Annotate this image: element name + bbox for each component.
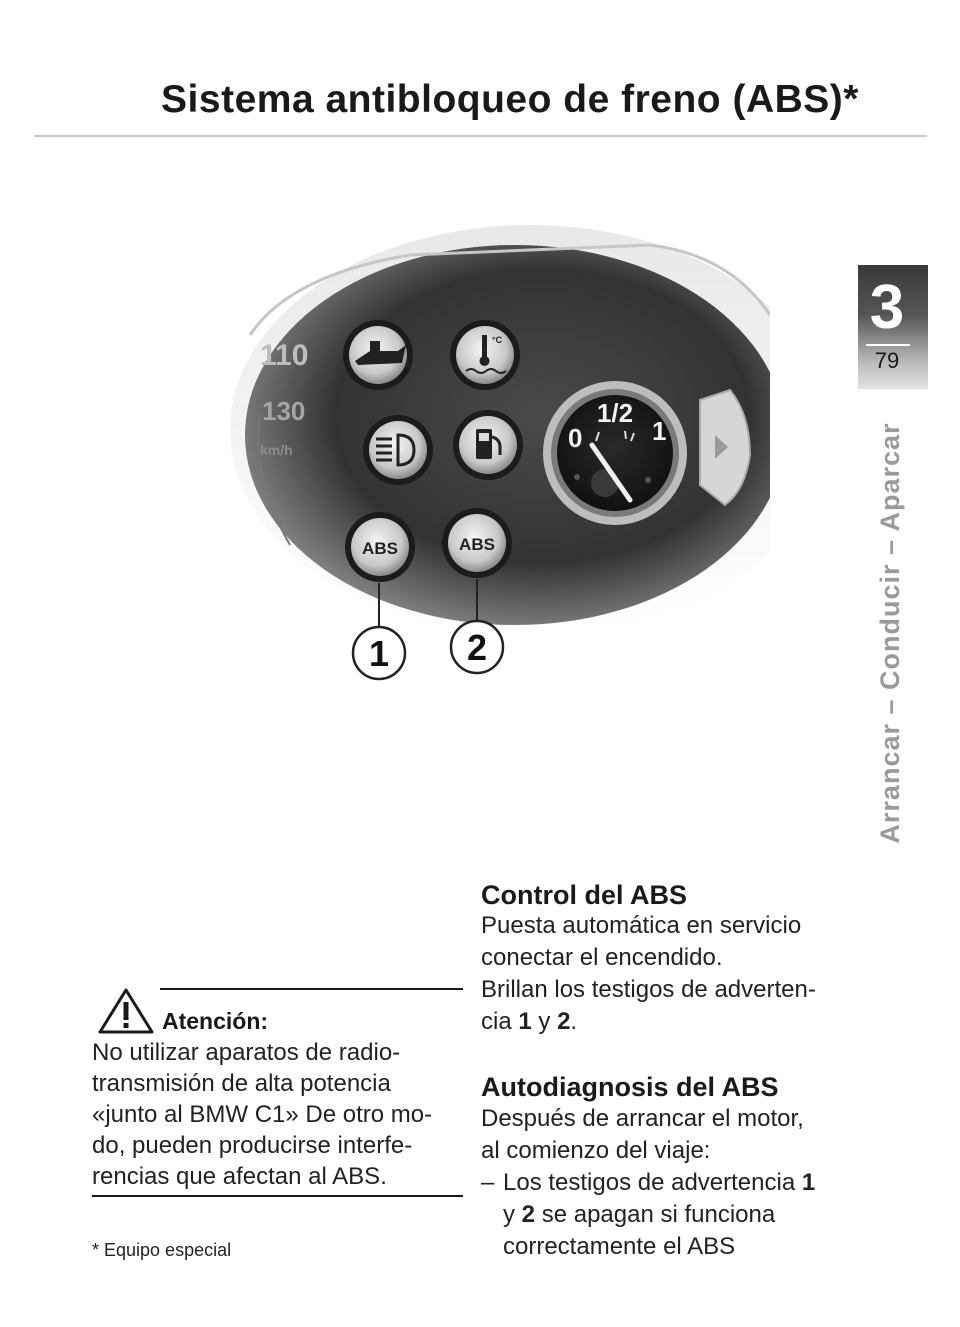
abs-lamp-label-1: ABS [362, 539, 398, 558]
gauge-label-half: 1/2 [596, 398, 634, 428]
footnote: * Equipo especial [92, 1240, 232, 1260]
page-number: 79 [874, 348, 900, 373]
list-item: – Los testigos de advertencia 1 y 2 se apagan si funciona correctamente el ABS [481, 1169, 816, 1260]
fuel-pump-icon [453, 410, 523, 480]
autodiag-line: al comienzo del viaje: [481, 1137, 711, 1164]
control-line: conectar el encendido. [481, 944, 723, 971]
warning-line: transmisión de alta potencia [92, 1070, 391, 1097]
warning-heading: Atención: [162, 1008, 269, 1034]
speedo-tick-130: 130 [262, 396, 306, 426]
chapter-divider [866, 344, 910, 346]
callout-2 [451, 621, 503, 673]
coolant-temperature-icon [450, 320, 520, 390]
list-dash: – [481, 1169, 495, 1196]
abs-lamp-icon [345, 512, 415, 582]
warning-triangle-icon [97, 987, 155, 1035]
gauge-label-full: 1 [652, 416, 667, 446]
reference-1: 1 [801, 1169, 816, 1196]
svg-text:°C: °C [492, 335, 503, 345]
reference-2: 2 [557, 1008, 571, 1035]
svg-text:2: 2 [466, 627, 488, 668]
svg-text:1: 1 [368, 633, 390, 674]
abs-lamp-icon [442, 508, 512, 578]
autodiag-heading: Autodiagnosis del ABS [481, 1072, 779, 1102]
warning-bottom-rule [92, 1195, 463, 1197]
fuel-gauge-icon [543, 381, 687, 525]
page-title: Sistema antibloqueo de freno (ABS)* [161, 78, 859, 121]
warning-line: No utilizar aparatos de radio- [92, 1039, 401, 1066]
gauge-label-empty: 0 [568, 423, 583, 453]
oil-pressure-icon [343, 320, 413, 390]
callout-1 [353, 627, 405, 679]
control-line: Brillan los testigos de adverten- [481, 976, 816, 1003]
control-line: cia 1 y 2. [481, 1008, 578, 1035]
reference-2: 2 [521, 1201, 536, 1228]
control-heading: Control del ABS [481, 880, 687, 910]
instrument-cluster-photo [230, 215, 770, 690]
warning-body [92, 1037, 472, 1192]
control-line: Puesta automática en servicio [481, 912, 802, 939]
warning-line: do, pueden producirse interfe- [92, 1132, 413, 1159]
header-divider [34, 135, 927, 137]
autodiag-line: Después de arrancar el motor, [481, 1105, 804, 1132]
headlight-icon [363, 415, 433, 485]
control-body [481, 910, 861, 1038]
warning-top-rule [160, 988, 463, 990]
warning-line: «junto al BMW C1» De otro mo- [92, 1101, 433, 1128]
reference-1: 1 [518, 1008, 532, 1035]
speedo-tick-110: 110 [260, 339, 309, 372]
warning-line: rencias que afectan al ABS. [92, 1163, 387, 1190]
autodiag-body [481, 1103, 861, 1263]
side-chapter-title: Arrancar – Conducir – Aparcar [875, 422, 905, 844]
chapter-number: 3 [869, 273, 905, 342]
speedo-unit: km/h [260, 442, 293, 458]
abs-lamp-label-2: ABS [459, 535, 495, 554]
